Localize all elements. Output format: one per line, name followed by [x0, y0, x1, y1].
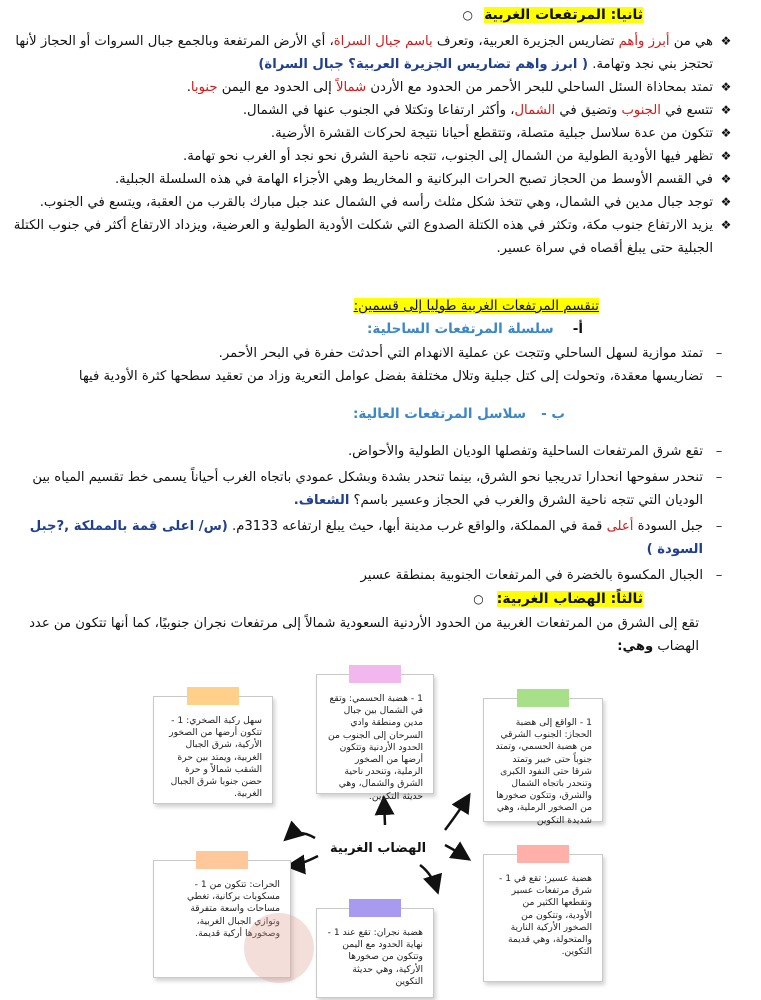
text-segment: إلى الحدود مع اليمن	[217, 80, 336, 95]
bullet-text	[13, 145, 713, 168]
dash-bullet-icon: –	[715, 444, 723, 459]
bullet-text	[13, 76, 713, 99]
bullet-text	[13, 191, 713, 214]
note-najran	[316, 908, 434, 998]
note-najran-text: هضبة نجران: تقع عند 1 - نهاية الحدود مع اليمن وتتكون من صخورها الأركية، وهي حديثة التكوين	[327, 927, 423, 987]
coastal-item-text: تمتد موازية لسهل الساحلي وتتجت عن عملية الانهدام التي أحدثت حفرة في البحر الأحمر.	[218, 346, 703, 361]
subsection-a-list	[15, 342, 725, 388]
high-range-item	[15, 564, 725, 587]
section-3-title: ثالثاً: الهضاب الغربية:	[496, 591, 643, 607]
text-segment: الجبال المكسوة بالخضرة في المرتفعات الجنوبية بمنطقة عسير	[360, 568, 703, 583]
subsection-b-heading	[353, 403, 565, 425]
section-3-intro	[19, 612, 699, 658]
text-segment: تمتد بمحاذاة السئل الساحلي للبحر الأحمر من الحدود مع الأردن	[366, 80, 713, 95]
text-segment: تظهر فيها الأودية الطولية من الشمال إلى الجنوب، تتجه ناحية الشرق نحو نجد أو الغرب نحو تهامة.	[183, 149, 713, 164]
bullet-item	[13, 168, 733, 191]
dash-bullet-icon: –	[715, 519, 723, 534]
diamond-bullet-icon: ❖	[720, 172, 732, 186]
text-segment: ، أي الأرض المرتفعة وبالجمع جبال السروات أو الحجاز لأنها تحتجز بني نجد وتهامة.	[15, 34, 713, 72]
text-segment: هي من	[669, 34, 713, 49]
note-harrat	[153, 860, 291, 978]
diamond-bullet-icon: ❖	[720, 149, 732, 163]
arrow-to-hijaz	[445, 797, 468, 830]
text-segment: جنوبا	[190, 80, 218, 95]
text-segment: وتضيق في	[555, 103, 622, 118]
high-range-item	[15, 440, 725, 463]
note-asir	[483, 854, 603, 982]
division-heading	[354, 295, 599, 317]
high-range-item-text	[15, 440, 703, 463]
text-segment: ، وأكثر ارتفاعا وتكتلا في الجنوب عنها في الشمال.	[242, 103, 515, 118]
watermark-logo	[244, 913, 314, 983]
bullet-item	[13, 122, 733, 145]
text-segment: باسم جبال السراة	[333, 34, 433, 49]
circle-bullet-icon: ○	[462, 8, 473, 22]
diamond-bullet-icon: ❖	[720, 126, 732, 140]
text-segment: يزيد الارتفاع جنوب مكة، وتكثر في هذه الكتلة الصدوع التي شكلت الأودية الطولية و العرضية، ويزداد الارتفاع أكثر في جنوب الكتلة الجبلية حتى يبلغ أقصاه في سراة عسير.	[13, 218, 713, 256]
high-range-item-text	[15, 466, 703, 512]
text-segment: تقع شرق المرتفعات الساحلية وتفصلها الوديان الطولية والأحواض.	[347, 444, 703, 459]
text-segment: ( ابرز واهم تضاريس الجزيرة العربية؟ جبال السراة)	[258, 57, 589, 72]
subsection-a-heading	[367, 318, 583, 340]
text-segment: في القسم الأوسط من الحجاز تصبح الحرات البركانية و المخاريط وهي الأجزاء الهامة في هذه السلسلة الجبلية.	[114, 172, 713, 187]
diamond-bullet-icon: ❖	[720, 103, 732, 117]
section-3-intro-bold: وهي:	[617, 639, 654, 654]
arrow-to-sahl	[287, 833, 315, 838]
text-segment: أعلى	[606, 519, 634, 534]
note-hisma-text: 1 - هضبة الحسمي: وتقع في الشمال بين جبال مدين ومنطقة وادي السرحان إلى الجنوب من الحدود الأردنية وتتكون أرضها من الصخور الرملية، وتنحدر ناحية الشرق والشمال، وهي حديثة التكوين.	[328, 693, 423, 802]
section-3-intro-text: تقع إلى الشرق من المرتفعات الغربية من الحدود الأردنية السعودية شمالاً إلى مرتفعات نجران جنوبيًا، كما أنها تتكون من عدد الهضاب	[29, 616, 699, 654]
bullet-item	[13, 145, 733, 168]
plateaus-diagram	[0, 660, 761, 1000]
note-najran-tape	[349, 899, 401, 917]
subsection-a-title: سلسلة المرتفعات الساحلية:	[367, 321, 554, 337]
diagram-center-label: الهضاب الغربية	[330, 841, 427, 856]
note-sahl-rukba	[153, 696, 273, 804]
text-segment: توجد جبال مدين في الشمال، وهي تتخذ شكل مثلث رأسه في الشمال عند جبل مبارك بالقرب من العقبة، ويتسع في الجنوب.	[39, 195, 713, 210]
note-hisma-tape	[349, 665, 401, 683]
arrow-to-najran	[420, 865, 437, 890]
bullet-item	[13, 214, 733, 260]
section-2-title: ثانيا: المرتفعات الغربية	[484, 7, 643, 23]
bullet-text	[13, 214, 713, 260]
bullet-item	[13, 99, 733, 122]
bullet-text	[13, 168, 713, 191]
coastal-item	[15, 342, 725, 365]
section-2-heading	[462, 4, 643, 26]
diamond-bullet-icon: ❖	[720, 34, 732, 48]
subsection-b-letter: ب -	[541, 406, 565, 422]
text-segment: الشمال	[514, 103, 556, 118]
note-asir-text: هضبة عسير: تقع في 1 - شرق مرتفعات عسير وتقطعها الكثير من الأودية، وتتكون من الصخور الأركية النارية والمتحولة، وهي قديمة التكوين.	[498, 873, 592, 958]
text-segment: تنحدر سفوحها انحدارا تدريجيا نحو الشرق، بينما تنحدر بشدة وبشكل عمودي باتجاه الغرب أحياناً يسمى خط تقسيم المياه بين الوديان التي تتجه ناحية الشرق والغرب في الحجاز وعسير باسم؟	[32, 470, 703, 508]
note-hijaz-tape	[517, 689, 569, 707]
division-title: تنقسم المرتفعات الغربية طوليا إلى قسمين:	[353, 298, 599, 314]
subsection-a-letter: أ-	[572, 321, 583, 337]
bullet-text	[13, 30, 713, 76]
diamond-bullet-icon: ❖	[720, 218, 732, 232]
arrow-to-harrat	[290, 856, 318, 866]
text-segment: الجنوب	[621, 103, 661, 118]
high-range-item	[15, 466, 725, 512]
bullet-item	[13, 30, 733, 76]
dash-bullet-icon: –	[715, 568, 723, 583]
bullet-text	[13, 122, 713, 145]
note-harrat-text: الحرات: تتكون من 1 - مسكوبات بركانية، تغطي مساحات واسعة متفرقة وتوازي الجبال الغربية، وصخورها أركية قديمة.	[187, 879, 280, 939]
arrow-to-asir	[445, 845, 467, 858]
coastal-item-text: تضاريسها معقدة، وتحولت إلى كتل جبلية وتلال مختلفة بفضل عوامل التعرية وزاد من تعقيد سطحها كثرة الأودية فيها	[78, 369, 703, 384]
subsection-b-list	[15, 440, 725, 590]
text-segment: تتسع في	[660, 103, 713, 118]
text-segment: قمة في المملكة، والواقع غرب مدينة أبها، حيث يبلغ ارتفاعه 3133م.	[227, 519, 607, 534]
note-hijaz	[483, 698, 603, 826]
coastal-item	[15, 365, 725, 388]
dash-bullet-icon: –	[715, 369, 723, 384]
section-3-heading	[473, 588, 643, 610]
note-hisma	[316, 674, 434, 802]
bullet-item	[13, 191, 733, 214]
text-segment: تضاريس الجزيرة العربية، وتعرف	[432, 34, 619, 49]
text-segment: أبرز وأهم	[618, 34, 670, 49]
note-asir-tape	[517, 845, 569, 863]
text-segment: الشعاف.	[293, 493, 350, 508]
subsection-b-title: سلاسل المرتفعات العالية:	[353, 406, 527, 422]
diamond-bullet-icon: ❖	[720, 80, 732, 94]
dash-bullet-icon: –	[715, 470, 723, 485]
text-segment: تتكون من عدة سلاسل جبلية متصلة، وتتقطع أحيانا نتيجة لحركات القشرة الأرضية.	[270, 126, 713, 141]
circle-bullet-icon: ○	[473, 592, 484, 606]
note-harrat-tape	[196, 851, 248, 869]
text-segment: (س/ اعلى قمة بالمملكة ,?جبل السودة )	[29, 519, 703, 557]
note-sahl-text: سهل ركبة الصخري: 1 - تتكون أرضها من الصخور الأركية، شرق الجبال الغربية، ويمتد بين حرة الشقب شمالاً و حرة حضن جنوبا شرق الجبال الغربية.	[169, 715, 262, 800]
high-range-item-text	[15, 515, 703, 561]
text-segment: جبل السودة	[633, 519, 703, 534]
dash-bullet-icon: –	[715, 346, 723, 361]
bullet-item	[13, 76, 733, 99]
high-range-item-text	[15, 564, 703, 587]
section-2-bullet-list	[13, 30, 733, 260]
diamond-bullet-icon: ❖	[720, 195, 732, 209]
text-segment: .	[186, 80, 191, 95]
text-segment: شمالاً	[335, 80, 367, 95]
bullet-text	[13, 99, 713, 122]
note-hijaz-text: 1 - الواقع إلى هضبة الحجاز: الجنوب الشرقي من هضبة الحسمي، وتمتد جنوباً حتى خيبر وتمتد شرقا حتى النفود الكبرى وتنحدر باتجاه الشمال والشرق، وتتكون صخورها من الصخور الرملية، وهي شديدة التكوين	[495, 717, 592, 826]
high-range-item	[15, 515, 725, 561]
note-sahl-tape	[187, 687, 239, 705]
